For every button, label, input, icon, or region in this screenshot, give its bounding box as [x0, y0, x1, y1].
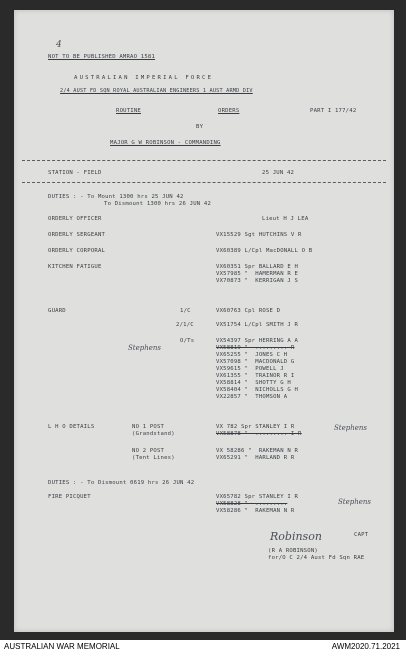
routine-label: ROUTINE	[116, 108, 141, 114]
post1-label: NO 1 POST	[132, 424, 165, 430]
guard-code: O/Ts	[180, 338, 195, 344]
guard-label: GUARD	[48, 308, 66, 314]
guard-member: VX58819 " ......... R	[216, 345, 295, 351]
post1-entry: VX 782 Spr STANLEY I R	[216, 424, 295, 430]
duty-entry: VX15529 Sgt HUTCHINS V R	[216, 232, 302, 238]
duty-role: ORDERLY OFFICER	[48, 216, 102, 222]
kitchen-role: KITCHEN FATIGUE	[48, 264, 102, 270]
kitchen-entry: VX60351 Spr BALLARD E H	[216, 264, 299, 270]
handwritten-name: Stephens	[338, 498, 371, 506]
guard-member: VX59615 " POWELL J	[216, 366, 284, 372]
guard-member: VX58814 " SHOTTY G H	[216, 380, 291, 386]
orders-label: ORDERS	[218, 108, 240, 114]
force-title: AUSTRALIAN IMPERIAL FORCE	[74, 75, 214, 81]
by-label: BY	[196, 124, 204, 130]
post2-entry: VX 58286 " RAKEMAN N R	[216, 448, 299, 454]
post1-entry: VX58878 " ......... I R	[216, 431, 302, 437]
fire-picquet-entry: VX58828 " .........	[216, 501, 288, 507]
guard-member: VX22857 " THOMSON A	[216, 394, 288, 400]
guard-entry: VX60763 Cpl ROSE D	[216, 308, 281, 314]
unit-title: 2/4 AUST FD SQN ROYAL AUSTRALIAN ENGINEERS 1 AUST ARMD DIV	[60, 88, 253, 94]
kitchen-entry: VX70873 " KERRIGAN J S	[216, 278, 299, 284]
kitchen-entry: VX57985 " HAMERMAN R E	[216, 271, 299, 277]
handwritten-name: Stephens	[128, 344, 161, 352]
duty-entry: VX60389 L/Cpl MacDONALL O B	[216, 248, 313, 254]
duties-heading-2: To Dismount 1300 hrs 26 JUN 42	[104, 201, 212, 207]
footer-right: AWM2020.71.2021	[331, 642, 400, 651]
fire-picquet-entry: VX58286 " RAKEMAN N R	[216, 508, 295, 514]
post1-sub: (Grandstand)	[132, 431, 175, 437]
lho-label: L H O DETAILS	[48, 424, 95, 430]
guard-member: VX57098 " MACDONALD G	[216, 359, 295, 365]
fire-picquet-label: FIRE PICQUET	[48, 494, 91, 500]
document-page	[14, 10, 394, 632]
divider-station	[22, 182, 386, 183]
not-published-line: NOT TO BE PUBLISHED AMRAO 1581	[48, 54, 156, 60]
footer-left: AUSTRALIAN WAR MEMORIAL	[4, 642, 120, 651]
part-label: PART I 177/42	[310, 108, 357, 114]
post2-sub: (Tent Lines)	[132, 455, 175, 461]
guard-member: VX65255 " JONES C H	[216, 352, 288, 358]
post2-entry: VX65291 " HARLAND R R	[216, 455, 295, 461]
duty-role: ORDERLY SERGEANT	[48, 232, 106, 238]
signature: Robinson	[270, 530, 322, 543]
divider-top	[22, 160, 386, 161]
duty-entry: Lieut H J LEA	[262, 216, 309, 222]
fire-picquet-entry: VX65782 Spr STANLEY I R	[216, 494, 299, 500]
post2-label: NO 2 POST	[132, 448, 165, 454]
handwritten-name: Stephens	[334, 424, 367, 432]
guard-member: VX61355 " TRAINOR R I	[216, 373, 295, 379]
guard-entry: VX54397 Spr HERRING A A	[216, 338, 299, 344]
duty-role: ORDERLY CORPORAL	[48, 248, 106, 254]
signature-rank: CAPT	[354, 532, 369, 538]
duties2-heading: DUTIES : - To Dismount 0619 hrs 26 JUN 42	[48, 480, 195, 486]
signature-title: for/O C 2/4 Aust Fd Sqn RAE	[268, 555, 365, 561]
signature-name: (R A ROBINSON)	[268, 548, 318, 554]
guard-entry: VX51754 L/Cpl SMITH J R	[216, 322, 299, 328]
station-date: 25 JUN 42	[262, 170, 295, 176]
station-label: STATION - FIELD	[48, 170, 102, 176]
duties-heading: DUTIES : - To Mount 1300 hrs 25 JUN 42	[48, 194, 184, 200]
commander-line: MAJOR G W ROBINSON - COMMANDING	[110, 140, 221, 146]
guard-code: 2/1/C	[176, 322, 194, 328]
guard-code: 1/C	[180, 308, 191, 314]
page-mark: 4	[56, 40, 62, 50]
guard-member: VX58404 " NICHOLLS G H	[216, 387, 299, 393]
